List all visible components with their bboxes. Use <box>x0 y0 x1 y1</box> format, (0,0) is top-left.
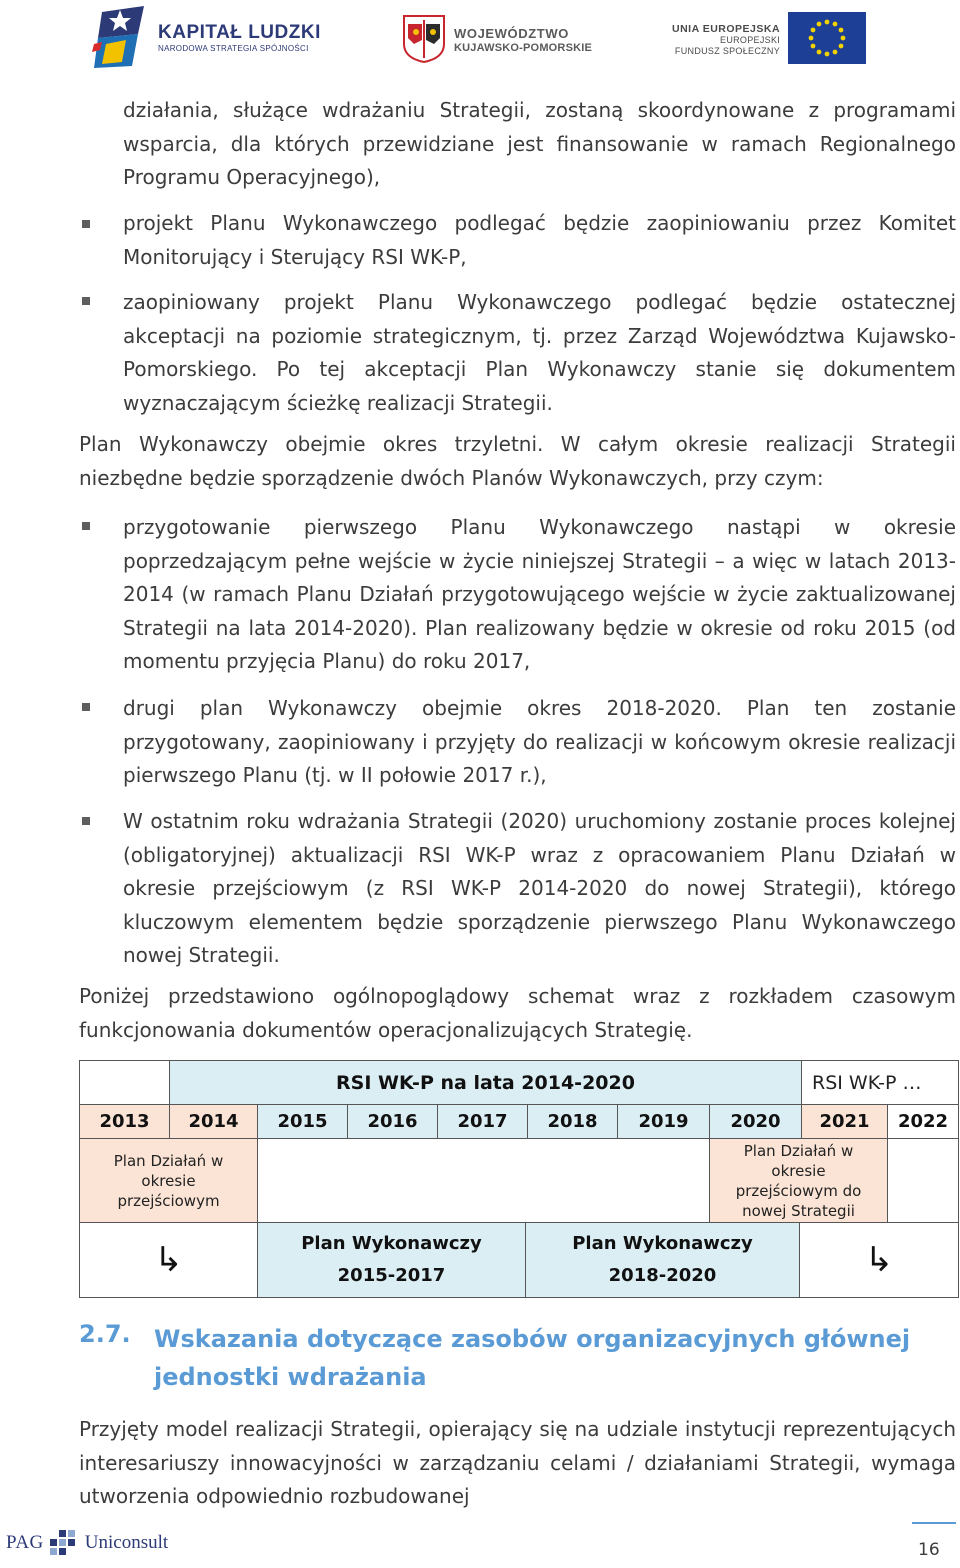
paragraph-continuation: działania, służące wdrażaniu Strategii, zostaną skoordynowane z programami wsparcia, dla których przewidziane jest finansowanie w ramach Regionalnego Programu Operacyjnego), <box>123 98 956 189</box>
year-cell: 2021 <box>802 1105 888 1139</box>
uniconsult-dots-icon <box>50 1530 75 1555</box>
schedule-table <box>79 1060 959 1298</box>
year-cell: 2014 <box>170 1105 258 1139</box>
kapital-ludzki-logo <box>92 4 321 70</box>
bullet-item-3: przygotowanie pierwszego Planu Wykonawczego nastąpi w okresie poprzedzającym pełne wejście w życie niniejszej Strategii – a więc w latach 2013-2014 (w ramach Planu Działań przygotowującego wejście w życie zaktualizowanej Strategii na lata 2014-2020). Plan realizowany będzie w okresie od roku 2015 (od momentu przyjęcia Planu) do roku 2017, <box>123 515 956 673</box>
kapital-ludzki-emblem-icon <box>92 4 150 70</box>
eu-line1: UNIA EUROPEJSKA <box>672 22 781 35</box>
year-cell: 2022 <box>888 1105 959 1139</box>
year-cell: 2019 <box>618 1105 710 1139</box>
footer-pag-text: PAG <box>6 1531 44 1553</box>
arrow-down-right-icon: ↳ <box>800 1223 959 1298</box>
pag-uniconsult-logo <box>6 1530 168 1555</box>
bullet-square-icon <box>82 297 90 305</box>
year-cell: 2016 <box>348 1105 438 1139</box>
executive-plan-2 <box>526 1223 800 1298</box>
year-cell: 2015 <box>258 1105 348 1139</box>
bullet-square-icon <box>82 703 90 711</box>
kapital-ludzki-title: KAPITAŁ LUDZKI <box>158 21 321 43</box>
bullet-item-4: drugi plan Wykonawczy obejmie okres 2018-2020. Plan ten zostanie przygotowany, zaopiniowany i przyjęty do realizacji w końcowym okresie realizacji pierwszego Planu (tj. w II połowie 2017 r.), <box>123 696 956 787</box>
bullet-square-icon <box>82 522 90 530</box>
transition-plan-right: Plan Działań w okresie przejściowym do nowej Strategii <box>710 1139 888 1223</box>
page-number: 16 <box>918 1540 940 1560</box>
table-header-main: RSI WK-P na lata 2014-2020 <box>170 1061 802 1105</box>
executive-plan-1-title: Plan Wykonawczy <box>301 1233 482 1254</box>
kujawsko-pomorskie-logo <box>402 14 592 68</box>
section-number: 2.7. <box>79 1320 131 1348</box>
bullet-item-2: zaopiniowany projekt Planu Wykonawczego podlegać będzie ostatecznej akceptacji na poziomie strategicznym, tj. przez Zarząd Województwa Kujawsko-Pomorskiego. Po tej akceptacji Plan Wykonawczy stanie się dokumentem wyznaczającym ścieżkę realizacji Strategii. <box>123 290 956 415</box>
bullet-square-icon <box>82 817 90 825</box>
eu-line3: FUNDUSZ SPOŁECZNY <box>674 45 781 56</box>
region-name-line2: KUJAWSKO-POMORSKIE <box>454 42 593 54</box>
bullet-item-5: W ostatnim roku wdrażania Strategii (2020) uruchomiony zostanie proces kolejnej (obligatoryjnej) aktualizacji RSI WK-P wraz z opracowaniem Planu Działań w okresie przejściowym (z RSI WK-P 2014-2020 do nowej Strategii), którego kluczowym elementem będzie sporządzenie pierwszego Planu Wykonawczego nowej Strategii. <box>123 809 956 967</box>
eu-flag-icon <box>788 12 866 68</box>
paragraph-schema-intro: Poniżej przedstawiono ogólnopoglądowy schemat wraz z rozkładem czasowym funkcjonowania dokumentów operacjonalizujących Strategię. <box>79 984 956 1042</box>
year-cell: 2020 <box>710 1105 802 1139</box>
year-cell: 2013 <box>80 1105 170 1139</box>
empty-cell <box>258 1139 710 1223</box>
transition-plan-left: Plan Działań w okresie przejściowym <box>80 1139 258 1223</box>
eu-line2: EUROPEJSKI <box>720 34 781 45</box>
executive-plan-2-title: Plan Wykonawczy <box>572 1233 753 1254</box>
section-title: Wskazania dotyczące zasobów organizacyjnych głównej jednostki wdrażania <box>154 1325 911 1391</box>
executive-plan-1 <box>258 1223 526 1298</box>
footer-accent-line <box>912 1522 956 1524</box>
footer-uniconsult-text: Uniconsult <box>84 1531 169 1553</box>
kapital-ludzki-subtitle: NARODOWA STRATEGIA SPÓJNOŚCI <box>158 43 309 53</box>
region-coat-of-arms-icon <box>402 14 446 68</box>
table-corner-cell <box>80 1061 170 1105</box>
empty-cell <box>888 1139 959 1223</box>
executive-plan-2-years: 2018-2020 <box>608 1265 717 1286</box>
arrow-down-right-icon: ↳ <box>80 1223 258 1298</box>
year-cell: 2017 <box>438 1105 528 1139</box>
executive-plan-1-years: 2015-2017 <box>337 1265 446 1286</box>
bullet-item-1: projekt Planu Wykonawczego podlegać będzie zaopiniowaniu przez Komitet Monitorujący i Sterujący RSI WK-P, <box>123 211 956 269</box>
paragraph-plan-period: Plan Wykonawczy obejmie okres trzyletni. W całym okresie realizacji Strategii niezbędne będzie sporządzenie dwóch Planów Wykonawczych, przy czym: <box>79 432 956 490</box>
bullet-square-icon <box>82 220 90 228</box>
region-name-line1: WOJEWÓDZTWO <box>454 26 569 41</box>
table-header-next: RSI WK-P … <box>802 1061 959 1105</box>
eu-logo <box>672 12 866 68</box>
year-cell: 2018 <box>528 1105 618 1139</box>
paragraph-organization-model: Przyjęty model realizacji Strategii, opierający się na udziale instytucji reprezentujących interesariuszy innowacyjności w zarządzaniu celami / działaniami Strategii, wymaga utworzenia odpowiednio rozbudowanej <box>79 1417 956 1508</box>
header-logos <box>0 0 960 80</box>
